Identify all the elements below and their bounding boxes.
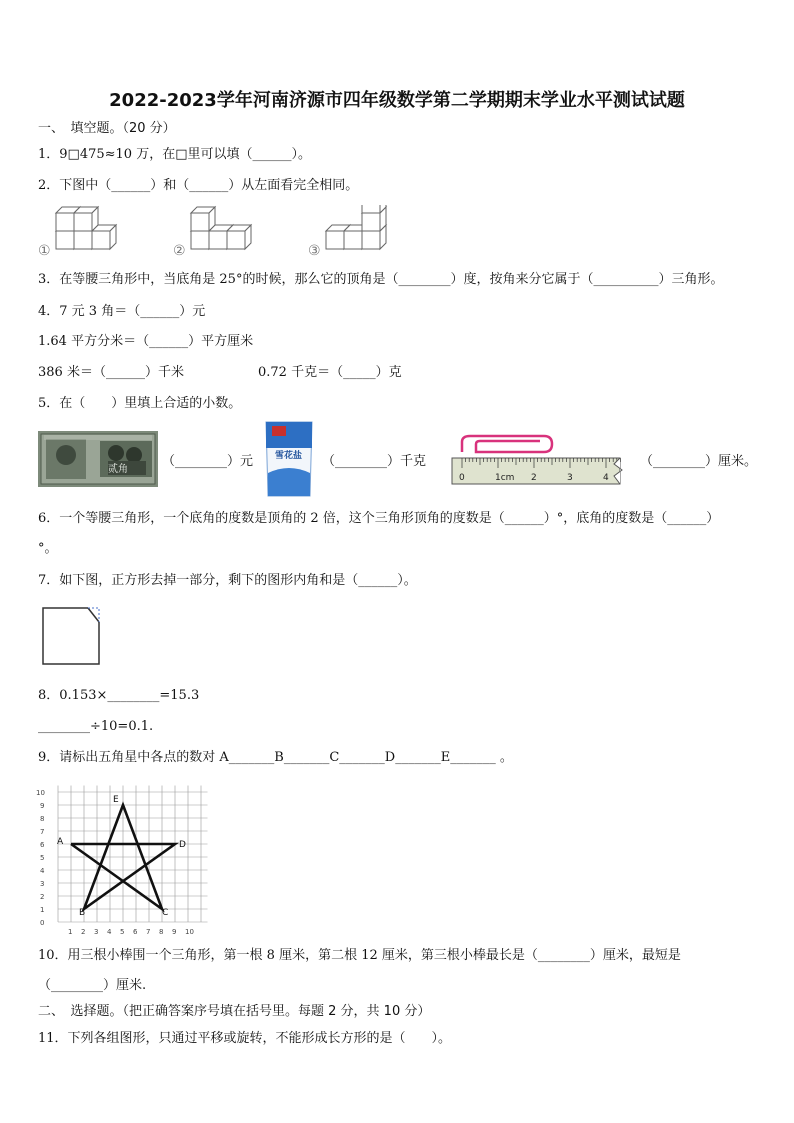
- figure-number-label: ②: [173, 243, 186, 259]
- question-3: 3．在等腰三角形中，当底角是 25°的时候，那么它的顶角是（________）度，按角来分它属于（__________）三角形。: [38, 272, 724, 287]
- grid-y-label: 10: [36, 789, 45, 797]
- grid-y-label: 9: [40, 802, 45, 810]
- star-point-label: D: [179, 840, 186, 850]
- ruler-label: 3: [567, 473, 573, 483]
- grid-x-label: 4: [107, 928, 112, 936]
- grid-x-label: 5: [120, 928, 125, 936]
- question-8b: ________÷10=0.1.: [38, 719, 154, 734]
- grid-x-label: 1: [68, 928, 73, 936]
- salt-bag-text: 雪花盐: [275, 451, 303, 461]
- grid-y-label: 5: [40, 854, 45, 862]
- grid-y-label: 0: [40, 919, 45, 927]
- grid-x-label: 7: [146, 928, 151, 936]
- grid-x-label: 2: [81, 928, 86, 936]
- grid-y-label: 3: [40, 880, 45, 888]
- banknote-image: [38, 431, 158, 487]
- question-4b: 1.64 平方分米＝（______）平方厘米: [38, 334, 254, 349]
- cube: [191, 207, 215, 231]
- page-title: 2022-2023学年河南济源市四年级数学第二学期期末学业水平测试试题: [109, 90, 685, 111]
- grid-x-label: 3: [94, 928, 99, 936]
- ruler-label: 1cm: [495, 473, 515, 483]
- figure-number-label: ①: [38, 243, 51, 259]
- grid-x-label: 6: [133, 928, 138, 936]
- q5-blank-money: （________）元: [162, 454, 254, 469]
- question-6-end: °。: [38, 541, 58, 556]
- ruler-label: 4: [603, 473, 609, 483]
- star-point-label: B: [79, 908, 86, 918]
- grid-x-label: 8: [159, 928, 164, 936]
- question-2: 2．下图中（______）和（______）从左面看完全相同。: [38, 178, 359, 193]
- grid-x-label: 10: [185, 928, 194, 936]
- cube: [74, 207, 98, 231]
- grid-y-label: 8: [40, 815, 45, 823]
- grid-y-label: 4: [40, 867, 45, 875]
- section-2-heading: 二、 选择题。（把正确答案序号填在括号里。每题 2 分，共 10 分）: [38, 1004, 431, 1019]
- question-4c: 386 米＝（______）千米: [38, 365, 184, 380]
- ruler-label: 0: [459, 473, 465, 483]
- banknote-text: 贰角: [108, 464, 128, 475]
- question-11: 11．下列各组图形，只通过平移或旋转，不能形成长方形的是（ ）。: [38, 1031, 452, 1046]
- ruler-label: 2: [531, 473, 537, 483]
- salt-bag-image: [262, 418, 316, 500]
- ruler-with-paperclip-image: [448, 434, 628, 490]
- q5-blank-weight: （________）千克: [322, 454, 427, 469]
- figure-number-label: ③: [308, 243, 321, 259]
- grid-y-label: 6: [40, 841, 45, 849]
- grid-x-label: 9: [172, 928, 177, 936]
- grid-y-label: 2: [40, 893, 45, 901]
- star-grid-figure: [32, 782, 242, 938]
- star-point-label: A: [57, 837, 64, 847]
- cut-square-figure: [40, 605, 102, 667]
- cube: [92, 225, 116, 249]
- paperclip: [462, 436, 552, 452]
- question-4d: 0.72 千克＝（_____）克: [258, 365, 402, 380]
- question-6: 6．一个等腰三角形，一个底角的度数是顶角的 2 倍，这个三角形顶角的度数是（______）°，底角的度数是（______）: [38, 511, 720, 526]
- question-10-end: （________）厘米.: [38, 978, 147, 993]
- question-10: 10．用三根小棒围一个三角形，第一根 8 厘米，第二根 12 厘米，第三根小棒最长是（________）厘米，最短是: [38, 948, 681, 963]
- question-1: 1．9□475≈10 万，在□里可以填（______）。: [38, 147, 311, 162]
- question-8a: 8．0.153×________=15.3: [38, 688, 200, 703]
- question-7: 7．如下图，正方形去掉一部分，剩下的图形内角和是（______）。: [38, 573, 417, 588]
- cube: [227, 225, 251, 249]
- star-point-label: E: [113, 795, 119, 805]
- question-5: 5．在（ ）里填上合适的小数。: [38, 396, 242, 411]
- grid-y-label: 1: [40, 906, 45, 914]
- grid-y-label: 7: [40, 828, 45, 836]
- q5-blank-length: （________）厘米。: [640, 454, 758, 469]
- question-4a: 4．7 元 3 角＝（______）元: [38, 304, 206, 319]
- cube-figures: [36, 205, 396, 261]
- star-point-label: C: [162, 908, 169, 918]
- section-1-heading: 一、 填空题。（20 分）: [38, 121, 176, 136]
- question-9: 9．请标出五角星中各点的数对 A_______B_______C_______D_______E_______ 。: [38, 750, 513, 765]
